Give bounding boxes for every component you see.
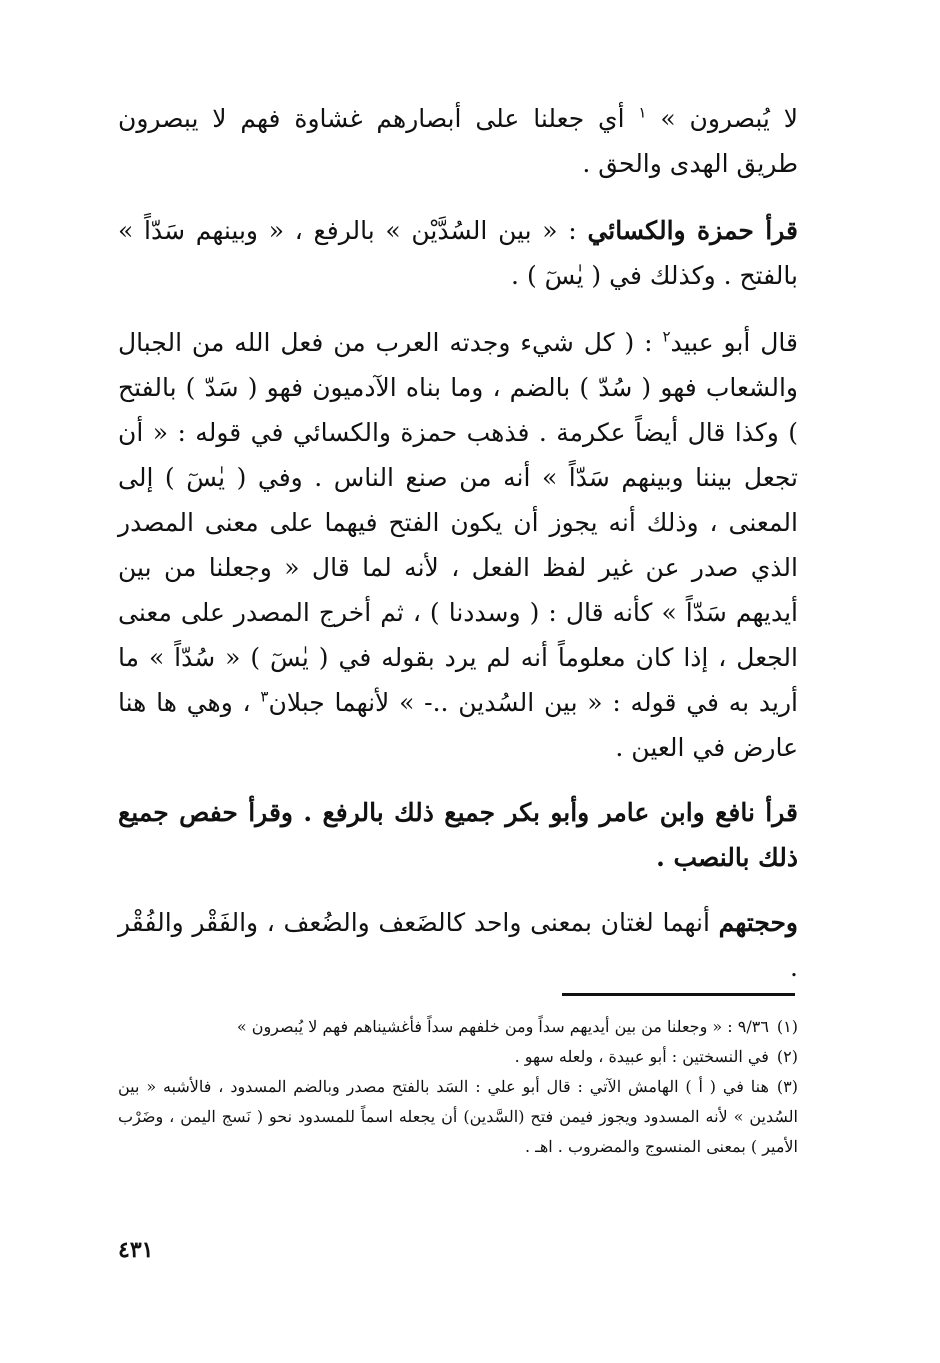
paragraph-4-text: قرأ نافع وابن عامر وأبو بكر جميع ذلك بالرفع . وقرأ حفص جميع ذلك بالنصب . [118, 798, 798, 872]
main-text [118, 96, 798, 990]
paragraph-5-lead: وحجتهم [718, 908, 798, 937]
footnotes [118, 1012, 798, 1162]
footnote-ref-2: ٢ [662, 327, 671, 346]
page-number: ٤٣١ [118, 1237, 154, 1263]
footnote-3-text: هنا في ( أ ) الهامش الآتي : قال أبو علي : السَد بالفتح مصدر وبالضم المسدود ، فالأشبه « بين السُدين » لأنه المسدود ويجوز فيمن فتح (السَّدين) أن يجعله اسماً للمسدود نحو ( نَسج اليمن ، وضَرْب الأمير ) بمعنى المنسوج والمضروب . اهـ . [118, 1077, 798, 1156]
footnote-3-number: (٣) [776, 1077, 798, 1096]
paragraph-3-text-middle: : ( كل شيء وجدته العرب من فعل الله من الجبال والشعاب فهو ( سُدّ ) بالضم ، وما بناه الآدميون فهو ( سَدّ ) بالفتح ) وكذا قال أيضاً عكرمة . فذهب حمزة والكسائي في قوله : « أن تجعل بيننا وبينهم سَدّاً » أنه من صنع الناس . وفي ( يٰسٓ ) إلى المعنى ، وذلك أنه يجوز أن يكون الفتح فيهما على معنى المصدر الذي صدر عن غير لفظ الفعل ، لأنه لما قال « وجعلنا من بين أيديهم سَدّاً » كأنه قال : ( وسددنا ) ، ثم أخرج المصدر على معنى الجعل ، إذا كان معلوماً أنه لم يرد بقوله في ( يٰسٓ ) « سُدّاً » ما أريد به في قوله : « بين السُدين ..- » لأنهما جبلان [118, 328, 798, 717]
footnote-2-number: (٢) [776, 1047, 798, 1066]
footnote-2 [118, 1042, 798, 1072]
footnote-ref-3: ٣ [260, 687, 269, 706]
paragraph-5 [118, 900, 798, 990]
paragraph-1-text-start: لا يُبصرون » [646, 104, 799, 133]
footnote-1 [118, 1012, 798, 1042]
footnote-2-text: في النسختين : أبو عبيدة ، ولعله سهو . [514, 1047, 769, 1066]
paragraph-2 [118, 208, 798, 298]
footnote-divider [562, 993, 795, 996]
footnote-1-text: ٩/٣٦ : « وجعلنا من بين أيديهم سداً ومن خلفهم سداً فأغشيناهم فهم لا يُبصرون » [236, 1017, 769, 1036]
paragraph-4 [118, 790, 798, 880]
paragraph-3-text-end: ، وهي ها هنا عارض في العين . [118, 688, 798, 762]
footnote-ref-1: ١ [638, 103, 647, 122]
footnote-1-number: (١) [776, 1017, 798, 1036]
paragraph-3 [118, 320, 798, 770]
footnote-3 [118, 1072, 798, 1162]
paragraph-3-text-start: قال أبو عبيد [670, 328, 798, 357]
paragraph-1-text-end: أي جعلنا على أبصارهم غشاوة فهم لا يبصرون طريق الهدى والحق . [118, 104, 798, 178]
paragraph-5-text: أنهما لغتان بمعنى واحد كالضَعف والضُعف ، والفَقْر والفُقْر . [118, 908, 798, 982]
paragraph-1 [118, 96, 798, 186]
paragraph-2-text: : « بين السُدَّيْن » بالرفع ، « وبينهم سَدّاً » بالفتح . وكذلك في ( يٰسٓ ) . [118, 216, 798, 290]
paragraph-2-lead: قرأ حمزة والكسائي [587, 216, 798, 245]
